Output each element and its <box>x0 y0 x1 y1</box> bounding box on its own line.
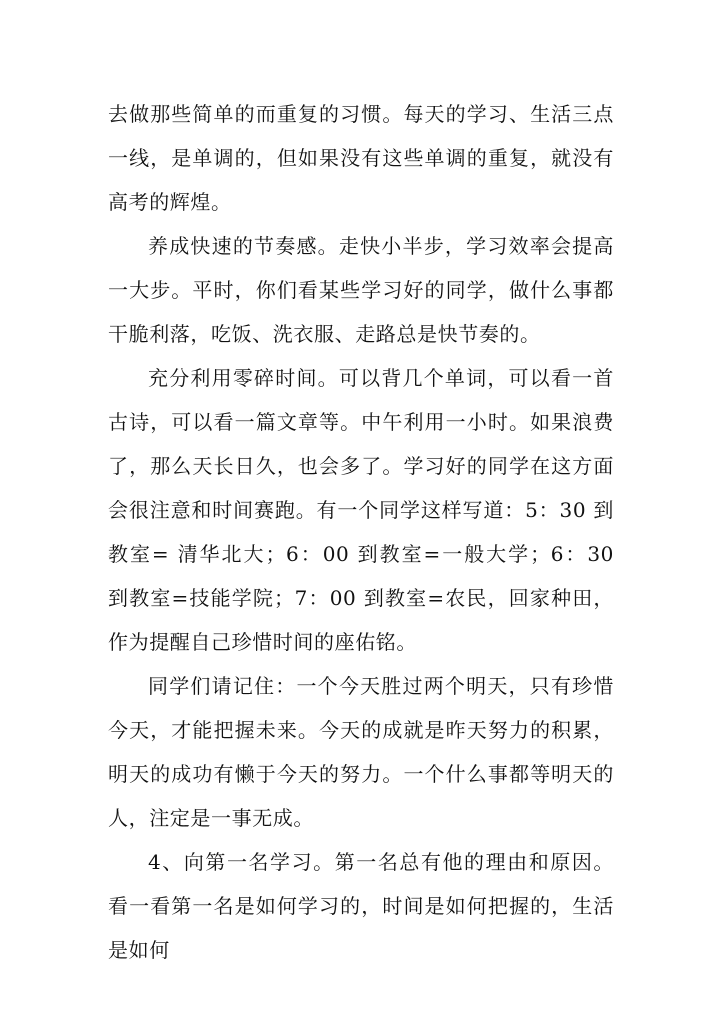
paragraph-remember: 同学们请记住：一个今天胜过两个明天，只有珍惜今天，才能把握未来。今天的成就是昨天努力的积累，明天的成功有懒于今天的努力。一个什么事都等明天的人，注定是一事无成。 <box>108 674 614 830</box>
paragraph-learn-from-first: 4、向第一名学习。第一名总有他的理由和原因。看一看第一名是如何学习的，时间是如何把握的，生活是如何 <box>108 850 614 962</box>
document-body <box>108 92 614 972</box>
paragraph-continuation: 去做那些简单的而重复的习惯。每天的学习、生活三点一线，是单调的，但如果没有这些单调的重复，就没有高考的辉煌。 <box>108 102 614 214</box>
paragraph-rhythm: 养成快速的节奏感。走快小半步，学习效率会提高一大步。平时，你们看某些学习好的同学，做什么事都干脆利落，吃饭、洗衣服、走路总是快节奏的。 <box>108 234 614 346</box>
paragraph-spare-time: 充分利用零碎时间。可以背几个单词，可以看一首古诗，可以看一篇文章等。中午利用一小时。如果浪费了，那么天长日久，也会多了。学习好的同学在这方面会很注意和时间赛跑。有一个同学这样写道：5：30 到教室= 清华北大；6：00 到教室=一般大学；6：30 到教室=技能学院；7：00 到教室=农民，回家种田，作为提醒自己珍惜时间的座佑铭。 <box>108 366 614 654</box>
